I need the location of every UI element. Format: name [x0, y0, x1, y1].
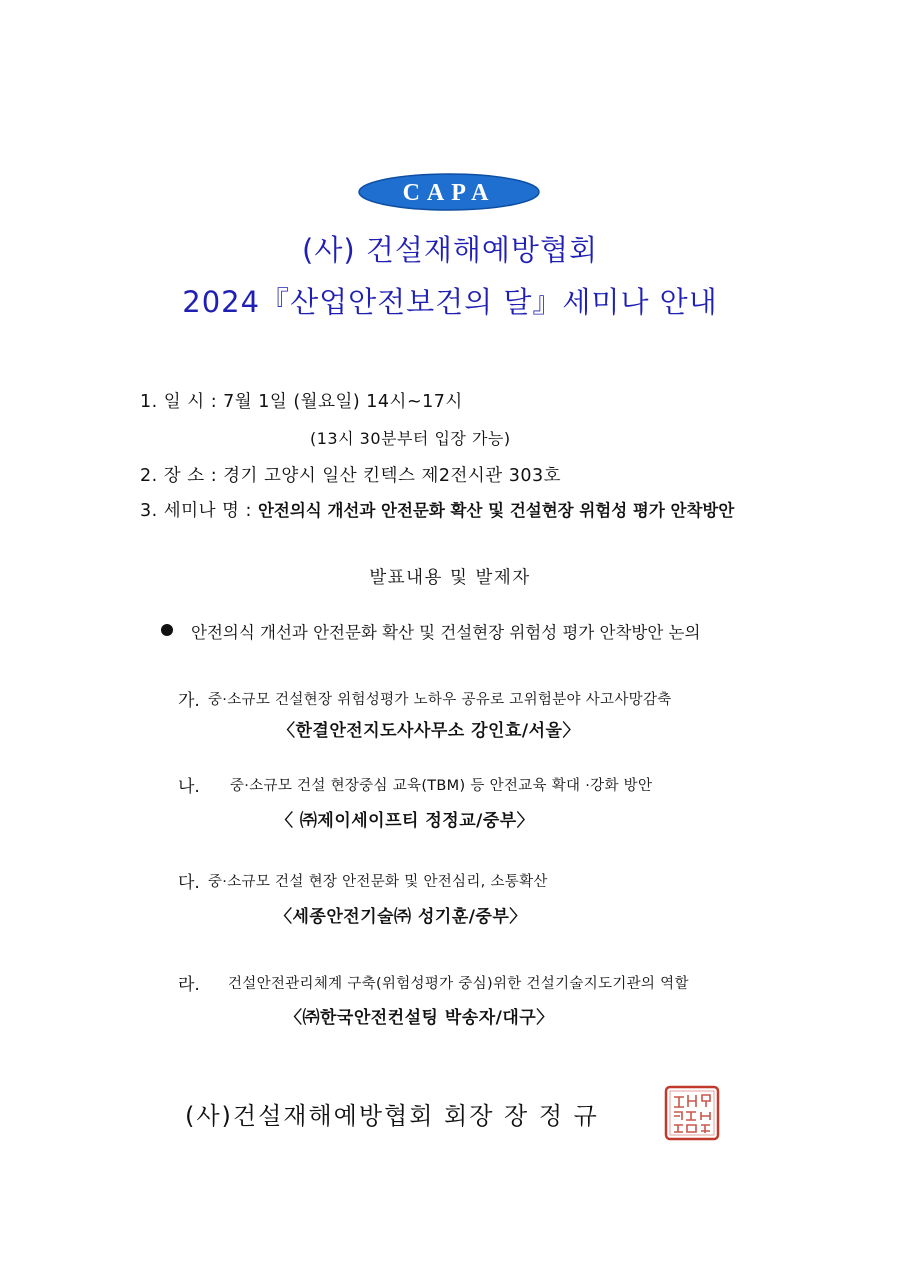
item-label: 다.: [178, 873, 200, 893]
item-topic: 중·소규모 건설현장 위험성평가 노하우 공유로 고위험분야 사고사망감축: [208, 692, 672, 708]
date-line: 1. 일 시 : 7월 1일 (월요일) 14시~17시: [140, 392, 463, 412]
page-title-line2: 2024『산업안전보건의 달』세미나 안내: [182, 285, 718, 319]
item-label: 가.: [178, 691, 200, 711]
item-topic: 중·소규모 건설 현장 안전문화 및 안전심리, 소통확산: [208, 874, 548, 890]
item-presenter: 〈세종안전기술㈜ 성기훈/중부〉: [275, 907, 527, 927]
seminar-label: 3. 세미나 명 :: [140, 501, 258, 521]
official-seal-icon: [664, 1085, 720, 1141]
seminar-line: [140, 497, 734, 522]
signature: (사)건설재해예방협회 회장 장 정 규: [185, 1102, 599, 1130]
item-label: 나.: [178, 777, 200, 797]
item-label: 라.: [178, 975, 200, 995]
logo-text: CAPA: [402, 180, 496, 206]
place-line: 2. 장 소 : 경기 고양시 일산 킨텍스 제2전시관 303호: [140, 466, 562, 486]
item-presenter: 〈한결안전지도사사무소 강인효/서울〉: [278, 721, 580, 741]
item-presenter: 〈㈜한국안전컨설팅 박송자/대구〉: [285, 1008, 554, 1028]
item-presenter: 〈 ㈜제이세이프티 정정교/중부〉: [276, 811, 535, 831]
program-heading: 발표내용 및 발제자: [369, 568, 531, 588]
capa-logo: [358, 172, 540, 212]
page-title-line1: (사) 건설재해예방협회: [302, 233, 598, 267]
date-note: (13시 30분부터 입장 가능): [310, 429, 511, 448]
main-topic: 안전의식 개선과 안전문화 확산 및 건설현장 위험성 평가 안착방안 논의: [191, 623, 701, 642]
bullet-dot-icon: [161, 624, 173, 636]
seminar-name: 안전의식 개선과 안전문화 확산 및 건설현장 위험성 평가 안착방안: [257, 501, 735, 520]
item-topic: 중·소규모 건설 현장중심 교육(TBM) 등 안전교육 확대 ·강화 방안: [230, 778, 653, 794]
item-topic: 건설안전관리체계 구축(위험성평가 중심)위한 건설기술지도기관의 역할: [228, 976, 689, 992]
